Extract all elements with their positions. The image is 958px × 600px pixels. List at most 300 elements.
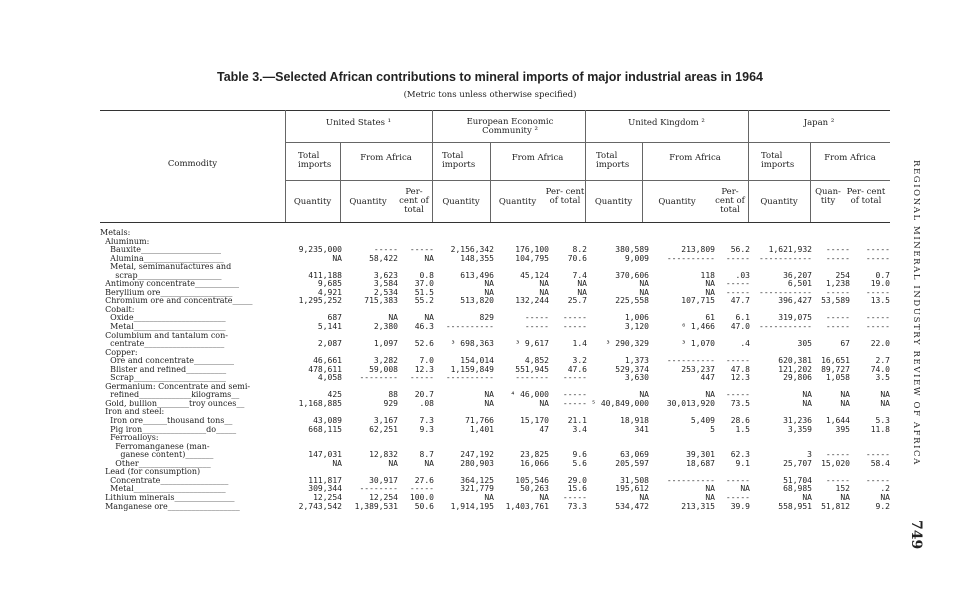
value-cell [434,263,494,272]
value-cell: 1,373 [624,357,649,366]
value-cell: ----- [865,476,890,485]
value-cell: ³ 290,329 [605,340,649,349]
value-cell [398,468,434,477]
value-cell: 2,380 [373,323,398,332]
value-cell: ----------- [759,323,812,332]
value-cell: ----- [865,314,890,323]
value-cell [715,383,750,392]
value-cell [750,349,812,358]
value-cell [649,306,715,315]
value-cell: ----- [865,451,890,460]
value-cell [812,468,850,477]
value-cell: NA [705,280,715,289]
value-cell: NA [740,485,750,494]
commodity-header: Commodity [167,159,218,169]
value-cell: 53,589 [821,297,850,306]
table-row [100,468,890,477]
value-cell: ----- [865,246,890,255]
value-cell: 2.7 [875,357,890,366]
value-cell [342,238,398,247]
value-cell [494,238,549,247]
value-cell [494,383,549,392]
commodity-cell: Ore and concentrate__________ [100,357,234,366]
value-cell: 59,008 [369,365,398,374]
value-cell: 121,202 [778,365,812,374]
value-cell: 3,120 [624,323,649,332]
value-cell [649,383,715,392]
value-cell: ----- [373,246,398,255]
group-header-united-kingdom: United Kingdom ² [628,118,705,128]
value-cell: 105,546 [515,476,549,485]
value-cell: ---------- [666,254,715,263]
value-cell: ----- [825,314,850,323]
value-cell: 89,727 [821,365,850,374]
value-cell: 478,611 [308,365,342,374]
value-cell: NA [880,493,890,502]
commodity-cell: Lithium minerals_______________ [100,493,235,502]
value-cell: 2,743,542 [298,502,342,511]
value-cell: 205,597 [615,459,649,468]
value-cell [398,263,434,272]
value-cell: ----- [825,451,850,460]
value-cell: 39.9 [730,502,750,511]
value-cell: .03 [735,271,750,280]
value-cell: 1,403,761 [505,502,549,511]
header-bottom-rule [100,222,890,223]
table-row [100,297,890,306]
percent-header: Per- cent of total [545,187,585,206]
percent-header: Per- cent of total [399,187,429,215]
value-cell [649,468,715,477]
commodity-cell: Lead (for consumption) [100,468,201,477]
value-cell: 2,534 [373,288,398,297]
value-cell: 4,058 [317,374,342,383]
value-cell [494,443,549,452]
value-cell: 9.6 [572,451,587,460]
commodity-cell: Concentrate_________________ [100,476,229,485]
value-cell [434,306,494,315]
value-cell: 3.2 [572,357,587,366]
value-cell: 425 [327,391,342,400]
value-cell [850,229,890,238]
value-cell: 5.6 [572,459,587,468]
value-cell: ----- [825,323,850,332]
value-cell [549,468,587,477]
value-cell [549,306,587,315]
value-cell: NA [880,391,890,400]
value-cell: 715,383 [364,297,398,306]
value-cell: 9.3 [419,425,434,434]
value-cell: 27.6 [414,476,434,485]
commodity-cell: Blister and refined__________ [100,365,227,374]
value-cell: 50,263 [520,485,549,494]
value-cell [494,434,549,443]
table-title: Table 3.—Selected African contributions to mineral imports of major industrial areas in 1964 [217,70,763,84]
value-cell [715,306,750,315]
value-cell: NA [639,280,649,289]
value-cell [715,434,750,443]
value-cell: 0.8 [419,271,434,280]
value-cell: 104,795 [515,254,549,263]
value-cell [850,332,890,341]
value-cell [812,263,850,272]
commodity-cell: Scrap_______________________ [100,374,226,383]
value-cell [850,306,890,315]
table-row [100,357,890,366]
value-cell: 22.0 [870,340,890,349]
table-row [100,272,890,281]
value-cell [398,408,434,417]
value-cell: 154,014 [460,357,494,366]
value-cell: 28.6 [730,417,750,426]
value-cell [342,332,398,341]
value-cell: ----- [409,246,434,255]
value-cell: 9.1 [735,459,750,468]
value-cell [549,229,587,238]
value-cell: 111,817 [308,476,342,485]
value-cell: 513,820 [460,297,494,306]
value-cell: ------- [515,374,549,383]
value-cell: 21.1 [567,417,587,426]
commodity-cell: ganese content)_______ [100,451,214,460]
value-cell: 1,168,885 [298,399,342,408]
table-row [100,340,890,349]
table-row [100,383,890,392]
commodity-cell: Metal, semimanufactures and [100,263,232,272]
value-cell: 47.8 [730,365,750,374]
value-cell: ----- [825,246,850,255]
total-imports-header: Total imports [298,151,332,170]
value-cell: 370,606 [615,271,649,280]
value-cell: 16,066 [520,459,549,468]
value-cell: NA [840,391,850,400]
value-cell: NA [424,314,434,323]
value-cell: NA [484,288,494,297]
value-cell [434,443,494,452]
value-cell: NA [484,399,494,408]
value-cell: 29,806 [783,374,812,383]
value-cell: 63,069 [620,451,649,460]
value-cell: 8.2 [572,246,587,255]
value-cell [549,238,587,247]
value-cell [812,443,850,452]
value-cell: 51,812 [821,502,850,511]
value-cell: NA [639,493,649,502]
value-cell: 107,715 [681,297,715,306]
commodity-cell: Ferromanganese (man- [100,442,210,451]
value-cell [287,468,342,477]
data-table [100,229,890,511]
value-cell: 1,238 [825,280,850,289]
value-cell [494,306,549,315]
value-cell: 529,374 [615,365,649,374]
value-cell [850,434,890,443]
quantity-header: Quantity [658,197,696,207]
value-cell [850,263,890,272]
value-cell: 3.4 [572,425,587,434]
value-cell [494,468,549,477]
value-cell: 3,359 [787,425,812,434]
value-cell: 3,623 [373,271,398,280]
table-row [100,366,890,375]
value-cell: 1,159,849 [450,365,494,374]
value-cell: 2,156,342 [450,246,494,255]
value-cell: 1,295,252 [298,297,342,306]
value-cell: 534,472 [615,502,649,511]
value-cell [398,434,434,443]
value-cell [549,408,587,417]
commodity-cell: Pig iron________________do_____ [100,425,237,434]
value-cell [715,468,750,477]
table-row [100,332,890,341]
value-cell [549,434,587,443]
value-cell [434,434,494,443]
table-row [100,263,890,272]
value-cell: ---------- [666,357,715,366]
commodity-cell: Copper: [100,348,138,357]
value-cell: ----- [562,493,587,502]
value-cell: ----- [725,391,750,400]
table-row [100,229,890,238]
value-cell: 12,254 [369,493,398,502]
value-cell [342,349,398,358]
value-cell: NA [577,288,587,297]
value-cell [649,229,715,238]
value-cell: 253,237 [681,365,715,374]
value-cell: NA [840,493,850,502]
value-cell: 16,651 [821,357,850,366]
value-cell [812,306,850,315]
value-cell: 152 [835,485,850,494]
value-cell [287,229,342,238]
value-cell: ----- [725,357,750,366]
commodity-cell: Columbium and tantalum con- [100,331,228,340]
value-cell: 1,006 [624,314,649,323]
value-cell: 613,496 [460,271,494,280]
value-cell: 1,058 [825,374,850,383]
value-cell: NA [880,399,890,408]
value-cell: .08 [419,399,434,408]
value-cell [398,332,434,341]
value-cell [494,408,549,417]
value-cell: 1.5 [735,425,750,434]
table-row [100,494,890,503]
table-row [100,349,890,358]
value-cell [715,408,750,417]
value-cell: ---------- [445,374,494,383]
value-cell: 411,188 [308,271,342,280]
commodity-cell: Iron and steel: [100,408,165,417]
quantity-header: Quantity [760,197,798,207]
value-cell [750,434,812,443]
value-cell [494,229,549,238]
value-cell: 380,589 [615,246,649,255]
value-cell: 13.5 [870,297,890,306]
value-cell [812,383,850,392]
value-cell: 18,918 [620,417,649,426]
table-row [100,400,890,409]
value-cell [812,434,850,443]
value-cell [434,238,494,247]
value-cell: 12,832 [369,451,398,460]
commodity-cell: Gold, bullion________troy ounces__ [100,399,245,408]
value-cell [342,229,398,238]
value-cell: NA [539,280,549,289]
value-cell [287,306,342,315]
value-cell: 12,254 [313,493,342,502]
value-cell: 25,707 [783,459,812,468]
from-africa-header: From Africa [360,153,412,163]
from-africa-header: From Africa [511,153,564,163]
value-cell [342,408,398,417]
value-cell: ³ 1,070 [681,340,715,349]
group-header-eec: European Economic Community ² [466,117,554,136]
commodity-cell: Germanium: Concentrate and semi- [100,382,251,391]
value-cell: 47.7 [730,297,750,306]
value-cell: 7.0 [419,357,434,366]
value-cell [549,443,587,452]
value-cell [549,263,587,272]
commodity-cell: Chromium ore and concentrate_____ [100,297,253,306]
value-cell: ---------- [445,323,494,332]
value-cell: 62,251 [369,425,398,434]
value-cell [287,443,342,452]
table-row [100,417,890,426]
table-row [100,323,890,332]
value-cell [812,238,850,247]
value-cell [850,238,890,247]
value-cell [398,443,434,452]
value-cell [715,332,750,341]
value-cell: 929 [383,399,398,408]
value-cell: NA [802,391,812,400]
value-cell [342,443,398,452]
table-row [100,408,890,417]
value-cell: 47.6 [567,365,587,374]
commodity-cell: Alumina____________________ [100,254,224,263]
value-cell: 30,917 [369,476,398,485]
value-cell: 9,009 [624,254,649,263]
value-cell: 30,013,920 [666,399,715,408]
value-cell: NA [539,399,549,408]
value-cell: 9,235,000 [298,246,342,255]
value-cell: 6.1 [735,314,750,323]
value-cell [649,238,715,247]
value-cell: 364,125 [460,476,494,485]
value-cell [587,349,649,358]
commodity-cell: Ferroalloys: [100,434,159,443]
value-cell: 551,945 [515,365,549,374]
value-cell [750,408,812,417]
value-cell: ----- [562,399,587,408]
value-cell: ----- [725,493,750,502]
value-cell [287,263,342,272]
value-cell: 2,087 [317,340,342,349]
value-cell: 5.3 [875,417,890,426]
value-cell: 4,852 [524,357,549,366]
value-cell: ----- [865,288,890,297]
value-cell [750,443,812,452]
value-cell [750,332,812,341]
value-cell: 50.6 [414,502,434,511]
value-cell [750,263,812,272]
value-cell: 62.3 [730,451,750,460]
value-cell: 225,558 [615,297,649,306]
value-cell [850,349,890,358]
value-cell: 31,236 [783,417,812,426]
value-cell: 195,612 [615,485,649,494]
value-cell [715,349,750,358]
value-cell [342,263,398,272]
quantity-header: Quantity [594,197,633,207]
value-cell [342,434,398,443]
value-cell: 71,766 [465,417,494,426]
value-cell: 73.3 [567,502,587,511]
value-cell: 15,170 [520,417,549,426]
commodity-cell: Antimony concentrate___________ [100,280,239,289]
value-cell: NA [577,280,587,289]
table-row [100,255,890,264]
value-cell [850,408,890,417]
commodity-cell: Aluminum: [100,237,150,246]
value-cell: 148,355 [460,254,494,263]
value-cell: -------- [359,374,398,383]
value-cell: 1,097 [373,340,398,349]
value-cell: 3,630 [624,374,649,383]
value-cell: ----- [562,314,587,323]
table-row [100,246,890,255]
percent-header: Per- cent of total [715,187,745,215]
value-cell [398,306,434,315]
value-cell: 319,075 [778,314,812,323]
commodity-cell: centrate____________________ [100,340,225,349]
quantity-header: Quantity [442,197,480,207]
value-cell: 118 [700,271,715,280]
value-cell: 213,315 [681,502,715,511]
value-cell: 1.4 [572,340,587,349]
value-cell [587,332,649,341]
value-cell: 46.3 [414,323,434,332]
value-cell: 88 [388,391,398,400]
value-cell: ----------- [759,288,812,297]
value-cell: NA [539,288,549,297]
value-cell [549,332,587,341]
value-cell: .2 [880,485,890,494]
value-cell: 321,779 [460,485,494,494]
value-cell: 3.5 [875,374,890,383]
value-cell: 5 [710,425,715,434]
value-cell [587,408,649,417]
value-cell: 305 [797,340,812,349]
table-subtitle: (Metric tons unless otherwise specified) [403,90,577,100]
value-cell [750,306,812,315]
table-row [100,477,890,486]
value-cell [649,434,715,443]
value-cell: 7.3 [419,417,434,426]
value-cell: 47 [539,425,549,434]
value-cell: ----- [562,374,587,383]
quantity-header: Quan- tity [815,187,841,206]
value-cell: 61 [705,314,715,323]
value-cell [587,443,649,452]
value-cell [494,349,549,358]
value-cell [494,263,549,272]
value-cell: 3,584 [373,280,398,289]
value-cell: 25.7 [567,297,587,306]
table-row [100,280,890,289]
value-cell: 620,381 [778,357,812,366]
value-cell [812,349,850,358]
